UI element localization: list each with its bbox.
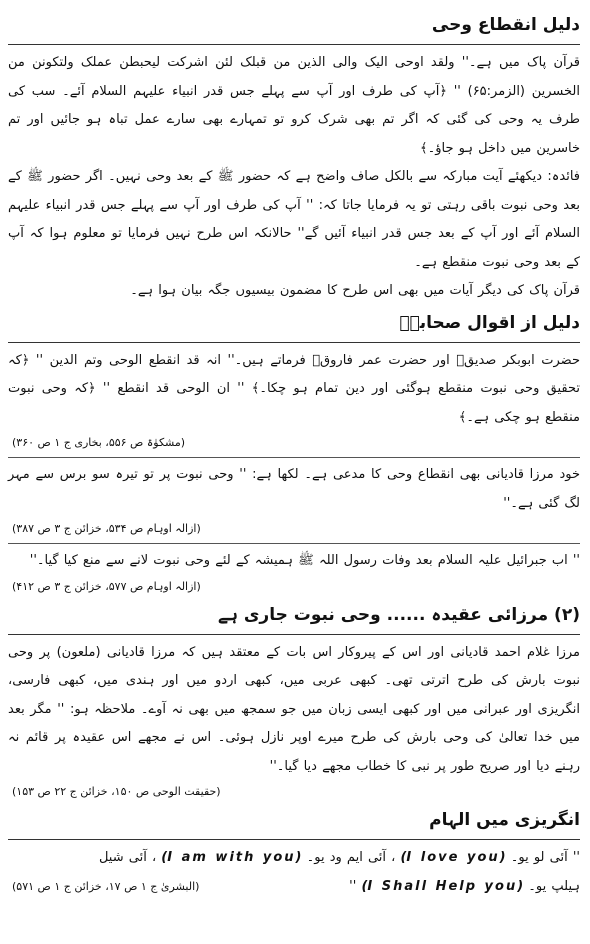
reference-citation: (مشکوٰۃ ص ۵۵۶، بخاری ج ۱ ص ۳۶۰) [12, 436, 186, 449]
english-quote: (I love you) [400, 850, 506, 865]
reference-citation: (ازالہ اوہام ص ۵۷۷، خزائن ج ۳ ص ۴۱۲) [12, 579, 201, 593]
english-quote: (I Shall Help you) [361, 878, 524, 894]
section-aqwal-sahaba [8, 308, 580, 598]
section-heading [8, 600, 580, 630]
divider [8, 839, 580, 840]
reference-citation: (ازالہ اوہام ص ۵۳۴، خزائن ج ۳ ص ۳۸۷) [12, 522, 201, 535]
divider [8, 342, 580, 343]
divider [8, 543, 580, 544]
heading-text: مرزائی عقیدہ ...... وحی نبوت جاری ہے [217, 604, 549, 625]
reference-citation: (حقیقت الوحی ص ۱۵۰، خزائن ج ۲۲ ص ۱۵۳) [12, 785, 221, 798]
urdu-text: '' آئی لو یو۔ [510, 850, 580, 865]
paragraph: فائدہ: دیکھئے آیت مبارکہ سے بالکل صاف واضح ہے کہ حضور ﷺ کے بعد وحی نہیں۔ اگر حضور ﷺ کے بعد وحی نبوت باقی رہتی تو یہ فرمایا جاتا کہ: '' آپ کی طرف اور آپ سے پہلے جس قدر انبیاء علیہم السلام آئے اور آپ کے بعد جس قدر انبیاء آئیں گے'' حالانکہ اس طرح نہیں فرمایا تو معلوم ہوا کہ آپ کے بعد وحی نبوت منقطع ہے۔ [8, 169, 580, 270]
urdu-text: ، آئی ایم ود یو۔ [306, 850, 396, 865]
paragraph: خود مرزا قادیانی بھی انقطاع وحی کا مدعی ہے۔ لکھا ہے: '' وحی نبوت پر تو تیرہ سو برس سے مہر لگ گئی ہے۔'' [8, 467, 580, 511]
divider [8, 44, 580, 45]
paragraph [8, 844, 580, 873]
urdu-text: ہیلپ یو۔ [528, 878, 580, 894]
divider [8, 634, 580, 635]
paragraph: مرزا غلام احمد قادیانی اور اس کے پیروکار اس بات کے معتقد ہیں کہ مرزا قادیانی (ملعون) پر وحی نبوت بارش کی طرح اترتی تھی۔ کبھی عربی میں، کبھی اردو میں اور ہندی میں، کبھی فارسی، انگریزی اور عبرانی میں اور کبھی ایسی زبان میں جو سمجھ میں بھی نہ آوے۔ ملاحظہ ہو: '' مگر بعد میں خدا تعالیٰ کی وحی بارش کی طرح میرے اوپر نازل ہوئی۔ اس نے مجھے اس عقیدہ پر قائم نہ رہنے دیا اور صریح طور پر نبی کا خطاب مجھے دیا گیا۔'' [8, 644, 580, 774]
section-inqita-wahi [8, 10, 580, 306]
urdu-text: ، آئی شیل [98, 850, 157, 865]
urdu-text: '' [349, 878, 357, 894]
english-quote: (I am with you) [161, 850, 302, 865]
paragraph: '' اب جبرائیل علیہ السلام بعد وفات رسول اللہ ﷺ ہمیشہ کے لئے وحی نبوت لانے سے منع کیا گیا۔'' [29, 553, 580, 568]
section-heading: انگریزی میں الہام [429, 810, 580, 830]
reference-citation: (البشریٰ ج ۱ ص ۱۷، خزائن ج ۱ ص ۵۷۱) [12, 879, 200, 893]
paragraph: قرآن پاک کی دیگر آیات میں بھی اس طرح کا مضمون بیسیوں جگہ بیان ہوا ہے۔ [130, 283, 580, 298]
divider [8, 457, 580, 458]
heading-number: (۲) [554, 604, 580, 625]
section-heading: دلیل انقطاع وحی [431, 15, 580, 35]
section-english-ilham [8, 805, 580, 901]
paragraph: قرآن پاک میں ہے۔'' ولقد اوحی الیک والی الذین من قبلک لئن اشرکت لیحبطن عملک ولتکونن من الخسرین (الزمر:۶۵) '' ﴿آپ کی طرف اور آپ سے پہلے جس قدر انبیاء علیہم السلام آئے۔ سب کی طرف یہ وحی کی گئی کہ اگر تم بھی شرک کرو تو تمہارے بھی سارے عمل تباہ ہو جائیں اور تم خاسرین میں داخل ہو جاؤ۔﴾ [8, 55, 580, 156]
paragraph: حضرت ابوبکر صدیقؓ اور حضرت عمر فاروقؓ فرماتے ہیں۔'' انہ قد انقطع الوحی وتم الدین '' ﴿کہ تحقیق وحی نبوت منقطع ہوگئی اور دین تمام ہو چکا۔﴾ '' ان الوحی قد انقطع '' ﴿کہ وحی نبوت منقطع ہو چکی ہے۔﴾ [8, 352, 580, 425]
final-line [8, 873, 580, 902]
paragraph [349, 873, 580, 902]
section-heading: دلیل از اقوال صحابہؓ [399, 312, 580, 333]
section-mirzai-aqeeda [8, 600, 580, 804]
